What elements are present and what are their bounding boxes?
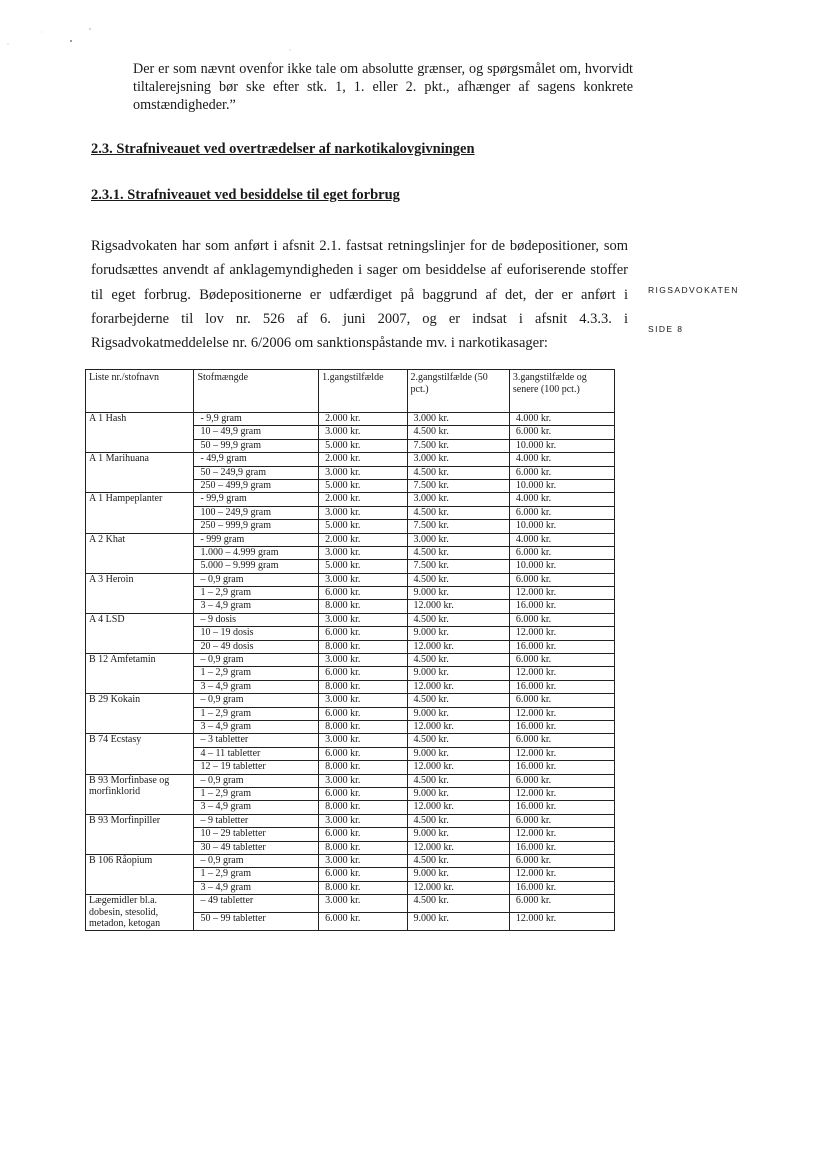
- table-row: [86, 413, 615, 426]
- cell-substance: A 1 Marihuana: [86, 453, 194, 493]
- cell-third-offence: 6.000 kr.: [509, 573, 614, 586]
- cell-third-offence: 16.000 kr.: [509, 640, 614, 653]
- cell-substance: B 106 Råopium: [86, 854, 194, 894]
- table-header-row: [86, 370, 615, 413]
- cell-quantity: – 0,9 gram: [194, 774, 319, 787]
- cell-first-offence: 5.000 kr.: [319, 520, 407, 533]
- cell-quantity: - 99,9 gram: [194, 493, 319, 506]
- table-body: [86, 413, 615, 931]
- cell-second-offence: 12.000 kr.: [407, 600, 509, 613]
- cell-quantity: – 0,9 gram: [194, 654, 319, 667]
- table-row: [86, 453, 615, 466]
- cell-first-offence: 3.000 kr.: [319, 854, 407, 867]
- cell-first-offence: 8.000 kr.: [319, 881, 407, 894]
- cell-third-offence: 6.000 kr.: [509, 694, 614, 707]
- cell-third-offence: 4.000 kr.: [509, 533, 614, 546]
- sidebar-page-number: SIDE 8: [648, 324, 684, 334]
- cell-third-offence: 12.000 kr.: [509, 707, 614, 720]
- cell-first-offence: 3.000 kr.: [319, 654, 407, 667]
- cell-third-offence: 6.000 kr.: [509, 466, 614, 479]
- cell-quantity: 12 – 19 tabletter: [194, 761, 319, 774]
- fine-table: [85, 369, 615, 931]
- cell-second-offence: 9.000 kr.: [407, 747, 509, 760]
- table-row: [86, 694, 615, 707]
- cell-first-offence: 8.000 kr.: [319, 680, 407, 693]
- cell-first-offence: 8.000 kr.: [319, 720, 407, 733]
- cell-first-offence: 6.000 kr.: [319, 667, 407, 680]
- table-row: [86, 493, 615, 506]
- cell-third-offence: 6.000 kr.: [509, 613, 614, 626]
- cell-second-offence: 4.500 kr.: [407, 506, 509, 519]
- cell-first-offence: 5.000 kr.: [319, 560, 407, 573]
- cell-quantity: 1.000 – 4.999 gram: [194, 546, 319, 559]
- cell-third-offence: 12.000 kr.: [509, 587, 614, 600]
- cell-second-offence: 9.000 kr.: [407, 627, 509, 640]
- cell-second-offence: 3.000 kr.: [407, 413, 509, 426]
- cell-first-offence: 3.000 kr.: [319, 734, 407, 747]
- cell-second-offence: 4.500 kr.: [407, 694, 509, 707]
- cell-third-offence: 6.000 kr.: [509, 814, 614, 827]
- cell-quantity: 250 – 999,9 gram: [194, 520, 319, 533]
- cell-quantity: 3 – 4,9 gram: [194, 801, 319, 814]
- table-row: [86, 654, 615, 667]
- cell-third-offence: 6.000 kr.: [509, 854, 614, 867]
- cell-first-offence: 6.000 kr.: [319, 912, 407, 930]
- cell-second-offence: 4.500 kr.: [407, 774, 509, 787]
- cell-first-offence: 3.000 kr.: [319, 466, 407, 479]
- cell-quantity: - 999 gram: [194, 533, 319, 546]
- cell-first-offence: 8.000 kr.: [319, 841, 407, 854]
- cell-substance: B 12 Amfetamin: [86, 654, 194, 694]
- cell-third-offence: 6.000 kr.: [509, 506, 614, 519]
- cell-second-offence: 7.500 kr.: [407, 520, 509, 533]
- cell-quantity: 100 – 249,9 gram: [194, 506, 319, 519]
- cell-first-offence: 6.000 kr.: [319, 828, 407, 841]
- cell-quantity: 4 – 11 tabletter: [194, 747, 319, 760]
- cell-quantity: 1 – 2,9 gram: [194, 667, 319, 680]
- cell-quantity: – 3 tabletter: [194, 734, 319, 747]
- cell-first-offence: 2.000 kr.: [319, 453, 407, 466]
- cell-third-offence: 16.000 kr.: [509, 600, 614, 613]
- cell-first-offence: 3.000 kr.: [319, 895, 407, 913]
- cell-second-offence: 12.000 kr.: [407, 881, 509, 894]
- cell-first-offence: 2.000 kr.: [319, 533, 407, 546]
- table-row: [86, 854, 615, 867]
- cell-third-offence: 6.000 kr.: [509, 654, 614, 667]
- cell-substance: A 1 Hampeplanter: [86, 493, 194, 533]
- cell-quantity: 1 – 2,9 gram: [194, 787, 319, 800]
- cell-first-offence: 8.000 kr.: [319, 640, 407, 653]
- table-row: [86, 774, 615, 787]
- cell-third-offence: 6.000 kr.: [509, 734, 614, 747]
- cell-third-offence: 16.000 kr.: [509, 881, 614, 894]
- table-row: [86, 533, 615, 546]
- cell-first-offence: 3.000 kr.: [319, 694, 407, 707]
- header-cell-substance: Liste nr./stofnavn: [86, 370, 194, 413]
- cell-third-offence: 16.000 kr.: [509, 680, 614, 693]
- cell-second-offence: 4.500 kr.: [407, 613, 509, 626]
- cell-second-offence: 3.000 kr.: [407, 493, 509, 506]
- cell-quantity: - 49,9 gram: [194, 453, 319, 466]
- quote-paragraph: Der er som nævnt ovenfor ikke tale om absolutte grænser, og spørgsmålet om, hvorvidt tiltalerejsning bør ske efter stk. 1, 1. eller 2. pkt., afhænger af sagens konkrete omstændigheder.”: [133, 61, 633, 113]
- cell-second-offence: 4.500 kr.: [407, 466, 509, 479]
- cell-substance: B 93 Morfinpiller: [86, 814, 194, 854]
- cell-quantity: 50 – 99 tabletter: [194, 912, 319, 930]
- cell-substance: B 74 Ecstasy: [86, 734, 194, 774]
- cell-second-offence: 9.000 kr.: [407, 868, 509, 881]
- table-row: [86, 895, 615, 913]
- cell-quantity: – 49 tabletter: [194, 895, 319, 913]
- cell-second-offence: 4.500 kr.: [407, 814, 509, 827]
- cell-first-offence: 3.000 kr.: [319, 546, 407, 559]
- cell-quantity: – 0,9 gram: [194, 694, 319, 707]
- body-paragraph: Rigsadvokaten har som anført i afsnit 2.1. fastsat retningslinjer for de bødepositioner, som forudsættes anvendt af anklagemyndigheden i sager om besiddelse af euforiserende stoffer til eget forbrug. Bødepositionerne er udfærdiget på baggrund af det, der er anført i forarbejderne til lov nr. 526 af 6. juni 2007, og er indsat i afsnit 4.3.3. i Rigsadvokatmeddelelse nr. 6/2006 om sanktionspåstande mv. i narkotikasager:: [91, 238, 628, 352]
- table-row: [86, 613, 615, 626]
- cell-third-offence: 10.000 kr.: [509, 439, 614, 452]
- header-cell-third-offence: 3.gangstilfælde og senere (100 pct.): [509, 370, 614, 413]
- cell-third-offence: 12.000 kr.: [509, 828, 614, 841]
- cell-quantity: 10 – 29 tabletter: [194, 828, 319, 841]
- cell-substance: Lægemidler bl.a. dobesin, stesolid, metadon, ketogan: [86, 895, 194, 931]
- cell-third-offence: 4.000 kr.: [509, 453, 614, 466]
- cell-second-offence: 9.000 kr.: [407, 828, 509, 841]
- cell-substance: B 29 Kokain: [86, 694, 194, 734]
- cell-second-offence: 4.500 kr.: [407, 654, 509, 667]
- cell-second-offence: 4.500 kr.: [407, 573, 509, 586]
- cell-third-offence: 6.000 kr.: [509, 546, 614, 559]
- cell-second-offence: 4.500 kr.: [407, 546, 509, 559]
- section-heading-2-3-1: 2.3.1. Strafniveauet ved besiddelse til eget forbrug: [91, 187, 400, 203]
- sidebar-org-label: RIGSADVOKATEN: [648, 285, 739, 295]
- cell-quantity: – 0,9 gram: [194, 854, 319, 867]
- cell-quantity: – 0,9 gram: [194, 573, 319, 586]
- cell-quantity: 1 – 2,9 gram: [194, 868, 319, 881]
- cell-second-offence: 7.500 kr.: [407, 439, 509, 452]
- cell-third-offence: 12.000 kr.: [509, 868, 614, 881]
- cell-second-offence: 9.000 kr.: [407, 667, 509, 680]
- cell-substance: B 93 Morfinbase og morfinklorid: [86, 774, 194, 814]
- cell-second-offence: 12.000 kr.: [407, 761, 509, 774]
- cell-substance: A 4 LSD: [86, 613, 194, 653]
- cell-first-offence: 2.000 kr.: [319, 493, 407, 506]
- table-row: [86, 814, 615, 827]
- section-heading-2-3: 2.3. Strafniveauet ved overtrædelser af narkotikalovgivningen: [91, 141, 475, 157]
- cell-first-offence: 6.000 kr.: [319, 587, 407, 600]
- cell-first-offence: 6.000 kr.: [319, 787, 407, 800]
- cell-third-offence: 16.000 kr.: [509, 801, 614, 814]
- cell-quantity: 50 – 99,9 gram: [194, 439, 319, 452]
- cell-second-offence: 12.000 kr.: [407, 720, 509, 733]
- cell-second-offence: 12.000 kr.: [407, 680, 509, 693]
- cell-first-offence: 2.000 kr.: [319, 413, 407, 426]
- cell-quantity: 1 – 2,9 gram: [194, 587, 319, 600]
- cell-first-offence: 8.000 kr.: [319, 801, 407, 814]
- cell-quantity: 30 – 49 tabletter: [194, 841, 319, 854]
- cell-third-offence: 16.000 kr.: [509, 841, 614, 854]
- cell-third-offence: 4.000 kr.: [509, 493, 614, 506]
- cell-first-offence: 3.000 kr.: [319, 774, 407, 787]
- cell-third-offence: 16.000 kr.: [509, 761, 614, 774]
- cell-second-offence: 9.000 kr.: [407, 787, 509, 800]
- cell-third-offence: 12.000 kr.: [509, 747, 614, 760]
- cell-quantity: 3 – 4,9 gram: [194, 720, 319, 733]
- cell-second-offence: 3.000 kr.: [407, 453, 509, 466]
- cell-second-offence: 4.500 kr.: [407, 734, 509, 747]
- header-cell-second-offence: 2.gangstilfælde (50 pct.): [407, 370, 509, 413]
- cell-second-offence: 9.000 kr.: [407, 707, 509, 720]
- cell-quantity: – 9 dosis: [194, 613, 319, 626]
- cell-quantity: 3 – 4,9 gram: [194, 680, 319, 693]
- cell-third-offence: 4.000 kr.: [509, 413, 614, 426]
- cell-third-offence: 12.000 kr.: [509, 627, 614, 640]
- cell-quantity: 3 – 4,9 gram: [194, 600, 319, 613]
- scan-specks: [0, 0, 826, 60]
- cell-substance: A 3 Heroin: [86, 573, 194, 613]
- cell-quantity: – 9 tabletter: [194, 814, 319, 827]
- cell-third-offence: 10.000 kr.: [509, 479, 614, 492]
- cell-second-offence: 7.500 kr.: [407, 560, 509, 573]
- cell-third-offence: 10.000 kr.: [509, 520, 614, 533]
- cell-first-offence: 6.000 kr.: [319, 627, 407, 640]
- cell-quantity: - 9,9 gram: [194, 413, 319, 426]
- cell-first-offence: 6.000 kr.: [319, 868, 407, 881]
- cell-first-offence: 6.000 kr.: [319, 747, 407, 760]
- cell-third-offence: 12.000 kr.: [509, 787, 614, 800]
- cell-first-offence: 3.000 kr.: [319, 506, 407, 519]
- cell-third-offence: 6.000 kr.: [509, 426, 614, 439]
- cell-third-offence: 12.000 kr.: [509, 667, 614, 680]
- cell-first-offence: 3.000 kr.: [319, 573, 407, 586]
- cell-second-offence: 12.000 kr.: [407, 801, 509, 814]
- cell-second-offence: 4.500 kr.: [407, 895, 509, 913]
- cell-third-offence: 6.000 kr.: [509, 895, 614, 913]
- cell-first-offence: 3.000 kr.: [319, 613, 407, 626]
- cell-first-offence: 8.000 kr.: [319, 600, 407, 613]
- cell-quantity: 10 – 49,9 gram: [194, 426, 319, 439]
- cell-third-offence: 10.000 kr.: [509, 560, 614, 573]
- cell-second-offence: 12.000 kr.: [407, 640, 509, 653]
- cell-quantity: 250 – 499,9 gram: [194, 479, 319, 492]
- cell-second-offence: 3.000 kr.: [407, 533, 509, 546]
- header-cell-first-offence: 1.gangstilfælde: [319, 370, 407, 413]
- table-row: [86, 734, 615, 747]
- cell-second-offence: 4.500 kr.: [407, 854, 509, 867]
- cell-quantity: 20 – 49 dosis: [194, 640, 319, 653]
- cell-third-offence: 6.000 kr.: [509, 774, 614, 787]
- cell-third-offence: 16.000 kr.: [509, 720, 614, 733]
- cell-quantity: 50 – 249,9 gram: [194, 466, 319, 479]
- cell-quantity: 5.000 – 9.999 gram: [194, 560, 319, 573]
- cell-quantity: 3 – 4,9 gram: [194, 881, 319, 894]
- cell-first-offence: 5.000 kr.: [319, 439, 407, 452]
- cell-second-offence: 12.000 kr.: [407, 841, 509, 854]
- cell-third-offence: 12.000 kr.: [509, 912, 614, 930]
- cell-first-offence: 6.000 kr.: [319, 707, 407, 720]
- header-cell-quantity: Stofmængde: [194, 370, 319, 413]
- cell-second-offence: 7.500 kr.: [407, 479, 509, 492]
- cell-second-offence: 9.000 kr.: [407, 587, 509, 600]
- cell-quantity: 10 – 19 dosis: [194, 627, 319, 640]
- cell-second-offence: 9.000 kr.: [407, 912, 509, 930]
- cell-first-offence: 3.000 kr.: [319, 814, 407, 827]
- cell-substance: A 2 Khat: [86, 533, 194, 573]
- cell-substance: A 1 Hash: [86, 413, 194, 453]
- table-row: [86, 573, 615, 586]
- cell-second-offence: 4.500 kr.: [407, 426, 509, 439]
- cell-first-offence: 5.000 kr.: [319, 479, 407, 492]
- cell-first-offence: 3.000 kr.: [319, 426, 407, 439]
- cell-quantity: 1 – 2,9 gram: [194, 707, 319, 720]
- cell-first-offence: 8.000 kr.: [319, 761, 407, 774]
